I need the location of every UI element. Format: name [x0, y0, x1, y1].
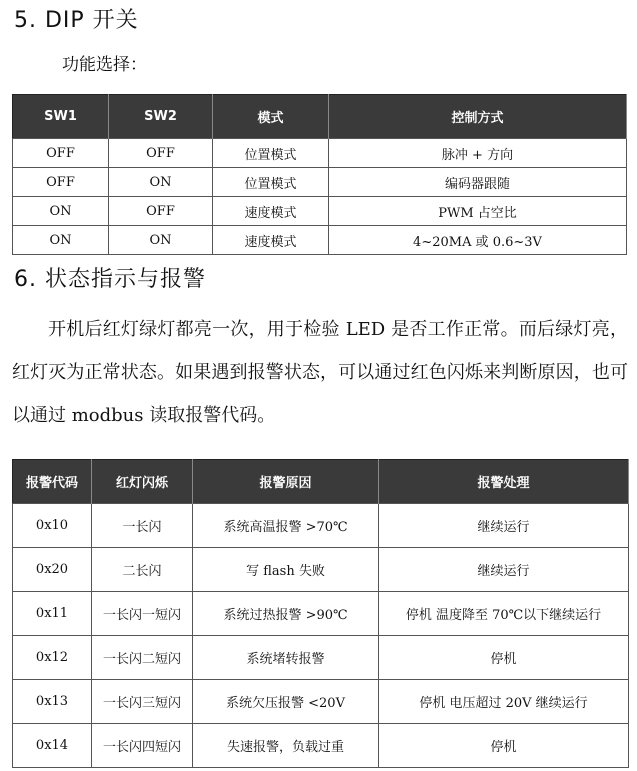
- alarm-table: [12, 459, 629, 768]
- dip-cell-sw1: OFF: [13, 139, 109, 168]
- alarm-cell-code: 0x14: [13, 724, 92, 768]
- alarm-cell-reason: 系统高温报警 >70℃: [193, 504, 379, 548]
- dip-cell-sw2: ON: [109, 226, 213, 255]
- alarm-header-code: 报警代码: [13, 460, 92, 504]
- alarm-cell-handling: 继续运行: [379, 504, 629, 548]
- table-row: [13, 168, 627, 197]
- dip-cell-control: 编码器跟随: [329, 168, 627, 197]
- dip-cell-mode: 速度模式: [213, 197, 329, 226]
- alarm-cell-blink: 一长闪: [92, 504, 193, 548]
- section-6-paragraph-block: [12, 308, 628, 437]
- dip-cell-control: PWM 占空比: [329, 197, 627, 226]
- dip-cell-control: 脉冲 + 方向: [329, 139, 627, 168]
- dip-cell-mode: 速度模式: [213, 226, 329, 255]
- alarm-cell-code: 0x12: [13, 636, 92, 680]
- alarm-cell-code: 0x13: [13, 680, 92, 724]
- dip-header-mode: 模式: [213, 95, 329, 139]
- section-5-title: 5. DIP 开关: [14, 8, 139, 33]
- table-row: [13, 226, 627, 255]
- dip-cell-sw2: OFF: [109, 139, 213, 168]
- table-row: [13, 139, 627, 168]
- dip-cell-sw1: OFF: [13, 168, 109, 197]
- section-6-title: 6. 状态指示与报警: [14, 267, 206, 292]
- dip-cell-control: 4~20MA 或 0.6~3V: [329, 226, 627, 255]
- alarm-cell-reason: 系统堵转报警: [193, 636, 379, 680]
- alarm-cell-reason: 系统过热报警 >90℃: [193, 592, 379, 636]
- dip-header-sw1: SW1: [13, 95, 109, 139]
- alarm-cell-blink: 一长闪三短闪: [92, 680, 193, 724]
- alarm-cell-blink: 一长闪一短闪: [92, 592, 193, 636]
- alarm-cell-blink: 一长闪二短闪: [92, 636, 193, 680]
- alarm-cell-blink: 一长闪四短闪: [92, 724, 193, 768]
- alarm-cell-blink: 二长闪: [92, 548, 193, 592]
- dip-cell-sw1: ON: [13, 197, 109, 226]
- section-6-paragraph: 开机后红灯绿灯都亮一次，用于检验 LED 是否工作正常。而后绿灯亮，红灯灭为正常状态。如果遇到报警状态，可以通过红色闪烁来判断原因，也可以通过 modbus 读取报警代码。: [12, 319, 628, 426]
- alarm-cell-code: 0x20: [13, 548, 92, 592]
- alarm-table-header-row: [13, 460, 629, 504]
- table-row: [13, 504, 629, 548]
- alarm-cell-handling: 停机 电压超过 20V 继续运行: [379, 680, 629, 724]
- alarm-header-handling: 报警处理: [379, 460, 629, 504]
- alarm-cell-code: 0x11: [13, 592, 92, 636]
- alarm-header-reason: 报警原因: [193, 460, 379, 504]
- dip-header-sw2: SW2: [109, 95, 213, 139]
- alarm-cell-code: 0x10: [13, 504, 92, 548]
- dip-cell-sw2: ON: [109, 168, 213, 197]
- alarm-cell-handling: 继续运行: [379, 548, 629, 592]
- table-row: [13, 680, 629, 724]
- alarm-cell-handling: 停机: [379, 636, 629, 680]
- dip-cell-mode: 位置模式: [213, 168, 329, 197]
- dip-table-header-row: [13, 95, 627, 139]
- alarm-cell-reason: 失速报警，负载过重: [193, 724, 379, 768]
- alarm-header-blink: 红灯闪烁: [92, 460, 193, 504]
- table-row: [13, 724, 629, 768]
- dip-header-control: 控制方式: [329, 95, 627, 139]
- alarm-cell-reason: 系统欠压报警 <20V: [193, 680, 379, 724]
- dip-cell-sw1: ON: [13, 226, 109, 255]
- section-5-subtitle: 功能选择：: [62, 55, 147, 75]
- dip-switch-table: [12, 94, 627, 255]
- dip-cell-mode: 位置模式: [213, 139, 329, 168]
- alarm-cell-handling: 停机 温度降至 70℃以下继续运行: [379, 592, 629, 636]
- table-row: [13, 592, 629, 636]
- table-row: [13, 636, 629, 680]
- alarm-cell-reason: 写 flash 失败: [193, 548, 379, 592]
- alarm-cell-handling: 停机: [379, 724, 629, 768]
- dip-cell-sw2: OFF: [109, 197, 213, 226]
- table-row: [13, 548, 629, 592]
- table-row: [13, 197, 627, 226]
